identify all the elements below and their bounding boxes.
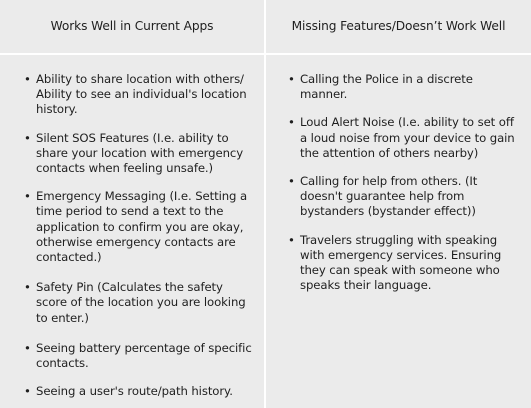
list-item — [288, 72, 523, 102]
list-item-text: Calling the Police in a discrete manner. — [300, 72, 473, 102]
list-item-text: Seeing battery percentage of specific contacts. — [36, 340, 252, 371]
bullet: • — [24, 340, 31, 355]
bullet: • — [288, 72, 295, 86]
list-item — [24, 384, 256, 399]
header-works-well-label: Works Well in Current Apps — [50, 18, 214, 33]
list-item — [24, 280, 256, 326]
bullet: • — [24, 189, 31, 204]
list-item-text: Ability to share location with others/ Ability to see an individual's location history. — [36, 72, 247, 117]
list-item-text: Calling for help from others. (It doesn't guarantee help from bystanders (bystander effect)) — [300, 174, 478, 219]
list-item-text: Emergency Messaging (I.e. Setting a time period to send a text to the application to confirm you are okay, otherwise emergency contacts are contacted.) — [36, 189, 248, 265]
header-missing-features-label: Missing Features/Doesn’t Work Well — [291, 18, 506, 33]
header-works-well — [0, 0, 264, 53]
list-item — [288, 174, 523, 220]
list-item — [24, 189, 256, 265]
works-well-list — [24, 72, 256, 399]
list-item — [288, 115, 523, 161]
header-missing-features — [266, 0, 531, 53]
bullet: • — [288, 115, 295, 130]
list-item — [24, 341, 256, 371]
bullet: • — [24, 280, 31, 295]
list-item — [288, 233, 523, 294]
bullet: • — [24, 130, 31, 145]
list-item — [24, 131, 256, 177]
list-item-text: Travelers struggling with speaking with emergency services. Ensuring they can speak with someone who speaks their language. — [300, 232, 502, 293]
list-item-text: Silent SOS Features (I.e. ability to share your location with emergency contacts when feeling unsafe.) — [36, 130, 244, 176]
list-item-text: Seeing a user's route/path history. — [36, 384, 233, 399]
bullet: • — [288, 174, 295, 189]
missing-features-list — [288, 72, 523, 293]
list-item-text: Loud Alert Noise (I.e. ability to set off a loud noise from your device to gain the attention of others nearby) — [300, 115, 515, 160]
bullet: • — [288, 232, 295, 247]
missing-features-column — [266, 55, 531, 408]
list-item — [24, 72, 256, 118]
works-well-column — [0, 55, 264, 408]
list-item-text: Safety Pin (Calculates the safety score of the location you are looking to enter.) — [36, 280, 246, 325]
bullet: • — [24, 72, 31, 86]
bullet: • — [24, 384, 31, 399]
